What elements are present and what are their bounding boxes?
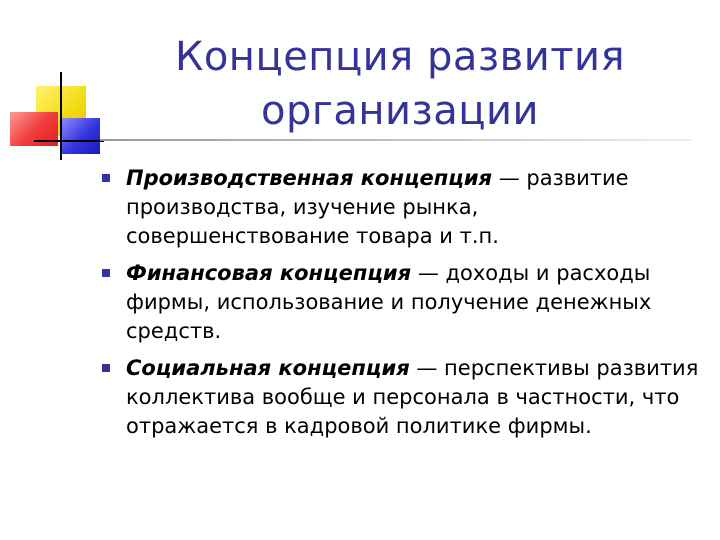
square-bullet-icon xyxy=(102,174,110,182)
item-term: Финансовая концепция xyxy=(126,261,412,285)
item-text: — развитие производства, изучение рынка, совершенствование товара и т.п. xyxy=(126,166,629,248)
vertical-line xyxy=(60,72,62,160)
item-text: — перспективы развития коллектива вообще и персонала в частности, что отражается в кадровой политике фирмы. xyxy=(126,356,699,438)
item-term: Социальная концепция xyxy=(126,356,410,380)
title-divider xyxy=(100,139,692,141)
decorative-squares-logo xyxy=(0,0,110,170)
list-item xyxy=(100,354,700,441)
item-term: Производственная концепция xyxy=(126,166,493,190)
slide-title xyxy=(120,30,680,138)
square-bullet-icon xyxy=(102,364,110,372)
item-text: — доходы и расходы фирмы, использование и получение денежных средств. xyxy=(126,261,652,343)
bullet-list xyxy=(100,164,700,449)
title-line-2: организации xyxy=(260,88,540,134)
list-item xyxy=(100,164,700,251)
square-bullet-icon xyxy=(102,269,110,277)
blue-square-shape xyxy=(60,118,100,154)
list-item xyxy=(100,259,700,346)
title-line-1: Концепция развития xyxy=(174,34,626,80)
horizontal-line xyxy=(34,140,104,142)
